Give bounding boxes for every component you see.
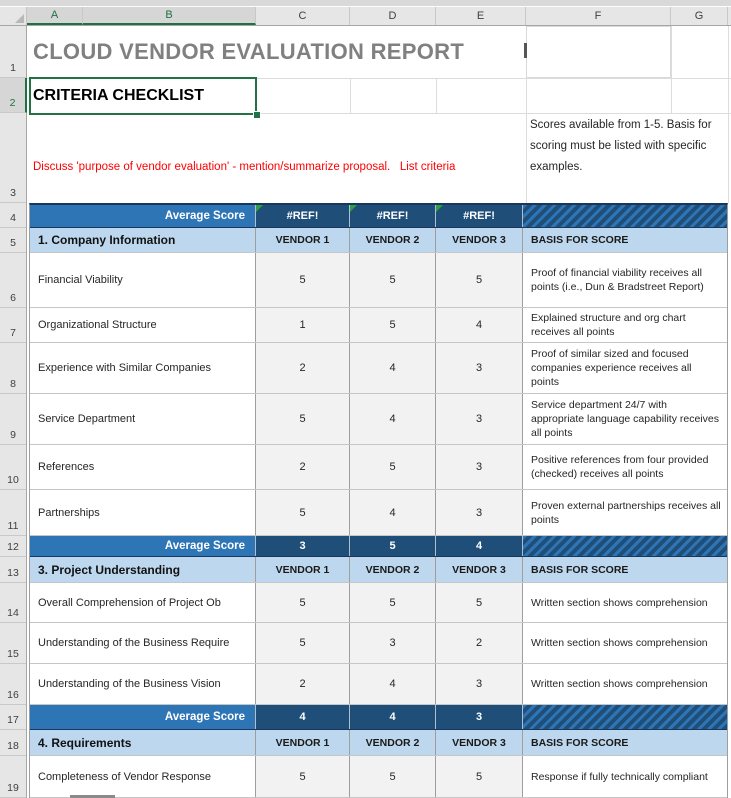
average-value-cell[interactable]: 3 xyxy=(256,536,350,556)
score-cell[interactable]: 4 xyxy=(350,664,436,704)
row-14 xyxy=(30,583,727,623)
column-header-A[interactable]: A xyxy=(27,7,83,25)
row-17 xyxy=(30,705,727,730)
column-header-B[interactable]: B xyxy=(83,7,256,25)
row-header-10[interactable]: 10 xyxy=(0,445,26,490)
gridline xyxy=(256,113,731,114)
gridline xyxy=(671,26,672,113)
column-header-E[interactable]: E xyxy=(436,7,526,25)
basis-header-cell[interactable]: BASIS FOR SCORE xyxy=(523,228,727,252)
average-score-label[interactable]: Average Score xyxy=(30,536,256,556)
row-header-15[interactable]: 15 xyxy=(0,623,26,664)
basis-cell[interactable]: Written section shows comprehension xyxy=(523,583,727,622)
row-header-12[interactable]: 12 xyxy=(0,536,26,557)
row-header-4[interactable]: 4 xyxy=(0,203,26,228)
column-header-F[interactable]: F xyxy=(526,7,671,25)
gridline xyxy=(436,78,437,113)
error-indicator-icon xyxy=(350,205,357,212)
error-indicator-icon xyxy=(256,205,263,212)
ref-error-cell[interactable]: #REF! xyxy=(436,205,523,227)
basis-cell[interactable]: Explained structure and org chart receives all points xyxy=(523,308,727,342)
row-13 xyxy=(30,557,727,583)
score-cell[interactable]: 5 xyxy=(350,253,436,307)
section-title-cell[interactable]: 1. Company Information xyxy=(30,228,256,252)
logo-fragment xyxy=(524,43,527,58)
row-8 xyxy=(30,343,727,394)
row-6 xyxy=(30,253,727,308)
scoring-note-cell[interactable]: Scores available from 1-5. Basis for scoring must be listed with specific examples. xyxy=(530,119,712,173)
row-5 xyxy=(30,228,727,253)
criterion-cell[interactable]: Financial Viability xyxy=(30,253,256,307)
score-cell[interactable]: 3 xyxy=(436,394,523,444)
row-header-1[interactable]: 1 xyxy=(0,26,26,78)
sheet-grid xyxy=(27,26,731,798)
average-value-cell[interactable]: 4 xyxy=(350,705,436,729)
basis-cell[interactable]: Written section shows comprehension xyxy=(523,623,727,663)
column-header-G[interactable]: G xyxy=(671,7,728,25)
criterion-cell[interactable]: Service Department xyxy=(30,394,256,444)
row-header-5[interactable]: 5 xyxy=(0,228,26,253)
score-cell[interactable]: 5 xyxy=(256,623,350,663)
striped-cell[interactable] xyxy=(523,536,727,556)
row-header-7[interactable]: 7 xyxy=(0,308,26,343)
score-cell[interactable]: 3 xyxy=(350,623,436,663)
row-11 xyxy=(30,490,727,536)
logo-placeholder[interactable] xyxy=(526,26,671,78)
row-header-6[interactable]: 6 xyxy=(0,253,26,308)
score-cell[interactable]: 3 xyxy=(436,445,523,489)
select-all-icon xyxy=(15,14,24,23)
row-15 xyxy=(30,623,727,664)
row-9 xyxy=(30,394,727,445)
score-cell[interactable]: 5 xyxy=(350,583,436,622)
criteria-checklist-cell[interactable]: CRITERIA CHECKLIST xyxy=(33,87,204,104)
score-cell[interactable]: 5 xyxy=(350,756,436,797)
row-header-14[interactable]: 14 xyxy=(0,583,26,623)
row-header-11[interactable]: 11 xyxy=(0,490,26,536)
instruction-line: Discuss 'purpose of vendor evaluation' - mention/summarize proposal. List criteria xyxy=(33,161,456,173)
striped-cell[interactable] xyxy=(523,705,727,729)
score-cell[interactable]: 5 xyxy=(350,445,436,489)
row-7 xyxy=(30,308,727,343)
average-value-cell[interactable]: 4 xyxy=(436,536,523,556)
select-all-button[interactable] xyxy=(0,7,27,25)
column-header-C[interactable]: C xyxy=(256,7,350,25)
criterion-cell[interactable]: Overall Comprehension of Project Ob xyxy=(30,583,256,622)
row-header-2[interactable]: 2 xyxy=(0,78,27,113)
vendor-header-cell[interactable]: VENDOR 1 xyxy=(256,557,350,582)
vendor-header-cell[interactable]: VENDOR 2 xyxy=(350,228,436,252)
average-value-cell[interactable]: 5 xyxy=(350,536,436,556)
vendor-header-cell[interactable]: VENDOR 1 xyxy=(256,730,350,755)
score-cell[interactable]: 2 xyxy=(256,445,350,489)
criterion-cell[interactable]: Understanding of the Business Vision xyxy=(30,664,256,704)
vendor-header-cell[interactable]: VENDOR 3 xyxy=(436,730,523,755)
vendor-header-cell[interactable]: VENDOR 2 xyxy=(350,557,436,582)
score-cell[interactable]: 2 xyxy=(436,623,523,663)
average-value-cell[interactable]: 3 xyxy=(436,705,523,729)
score-cell[interactable]: 1 xyxy=(256,308,350,342)
gridline xyxy=(350,78,351,113)
score-cell[interactable]: 4 xyxy=(350,343,436,393)
row-header-19[interactable]: 19 xyxy=(0,756,26,798)
basis-cell[interactable]: Proof of financial viability receives all points (i.e., Dun & Bradstreet Report) xyxy=(523,253,727,307)
selection-border xyxy=(29,77,257,115)
vendor-header-cell[interactable]: VENDOR 3 xyxy=(436,557,523,582)
score-cell[interactable]: 5 xyxy=(436,583,523,622)
row-header-gutter xyxy=(0,26,27,798)
column-header-D[interactable]: D xyxy=(350,7,436,25)
ref-error-cell[interactable]: #REF! xyxy=(256,205,350,227)
score-cell[interactable]: 4 xyxy=(350,394,436,444)
score-cell[interactable]: 5 xyxy=(436,756,523,797)
striped-cell[interactable] xyxy=(523,205,727,227)
error-indicator-icon xyxy=(436,205,443,212)
basis-cell[interactable]: Positive references from four provided (checked) receives all points xyxy=(523,445,727,489)
row-header-17[interactable]: 17 xyxy=(0,705,26,730)
basis-cell[interactable]: Service department 24/7 with appropriate language capability receives all points xyxy=(523,394,727,444)
row-header-16[interactable]: 16 xyxy=(0,664,26,705)
score-cell[interactable]: 2 xyxy=(256,664,350,704)
basis-cell[interactable]: Response if fully technically compliant xyxy=(523,756,727,797)
average-score-label[interactable]: Average Score xyxy=(30,705,256,729)
score-cell[interactable]: 3 xyxy=(436,343,523,393)
row-header-18[interactable]: 18 xyxy=(0,730,26,756)
score-cell[interactable]: 5 xyxy=(256,490,350,535)
criterion-cell[interactable]: References xyxy=(30,445,256,489)
average-score-label[interactable]: Average Score xyxy=(30,205,256,227)
ref-error-cell[interactable]: #REF! xyxy=(350,205,436,227)
average-value-cell[interactable]: 4 xyxy=(256,705,350,729)
criterion-cell[interactable]: Understanding of the Business Require xyxy=(30,623,256,663)
row-header-8[interactable]: 8 xyxy=(0,343,26,394)
criterion-cell[interactable]: Completeness of Vendor Response xyxy=(30,756,256,797)
criterion-cell[interactable]: Experience with Similar Companies xyxy=(30,343,256,393)
basis-header-cell[interactable]: BASIS FOR SCORE xyxy=(523,730,727,755)
row-header-9[interactable]: 9 xyxy=(0,394,26,445)
row-18 xyxy=(30,730,727,756)
basis-cell[interactable]: Proof of similar sized and focused companies experience receives all points xyxy=(523,343,727,393)
section-title-cell[interactable]: 3. Project Understanding xyxy=(30,557,256,582)
report-title-cell[interactable]: CLOUD VENDOR EVALUATION REPORT xyxy=(33,39,465,64)
gridline xyxy=(728,26,729,203)
row-10 xyxy=(30,445,727,490)
row-header-3[interactable]: 3 xyxy=(0,113,26,203)
vendor-header-cell[interactable]: VENDOR 2 xyxy=(350,730,436,755)
row-12 xyxy=(30,536,727,557)
vendor-header-cell[interactable]: VENDOR 1 xyxy=(256,228,350,252)
column-header-row xyxy=(0,7,731,26)
row-header-13[interactable]: 13 xyxy=(0,557,26,583)
score-cell[interactable]: 5 xyxy=(350,308,436,342)
basis-header-cell[interactable]: BASIS FOR SCORE xyxy=(523,557,727,582)
score-cell[interactable]: 2 xyxy=(256,343,350,393)
score-cell[interactable]: 5 xyxy=(256,583,350,622)
basis-cell[interactable]: Proven external partnerships receives all points xyxy=(523,490,727,535)
formula-bar-edge xyxy=(0,0,731,7)
score-cell[interactable]: 5 xyxy=(256,253,350,307)
criteria-table xyxy=(29,203,728,798)
basis-cell[interactable]: Written section shows comprehension xyxy=(523,664,727,704)
section-title-cell[interactable]: 4. Requirements xyxy=(30,730,256,755)
score-cell[interactable]: 4 xyxy=(436,308,523,342)
row-19 xyxy=(30,756,727,798)
score-cell[interactable]: 5 xyxy=(256,394,350,444)
score-cell[interactable]: 3 xyxy=(436,664,523,704)
score-cell[interactable]: 5 xyxy=(256,756,350,797)
vendor-header-cell[interactable]: VENDOR 3 xyxy=(436,228,523,252)
row-4 xyxy=(30,205,727,228)
criterion-cell[interactable]: Organizational Structure xyxy=(30,308,256,342)
row-16 xyxy=(30,664,727,705)
score-cell[interactable]: 5 xyxy=(436,253,523,307)
criterion-cell[interactable]: Partnerships xyxy=(30,490,256,535)
score-cell[interactable]: 3 xyxy=(436,490,523,535)
score-cell[interactable]: 4 xyxy=(350,490,436,535)
